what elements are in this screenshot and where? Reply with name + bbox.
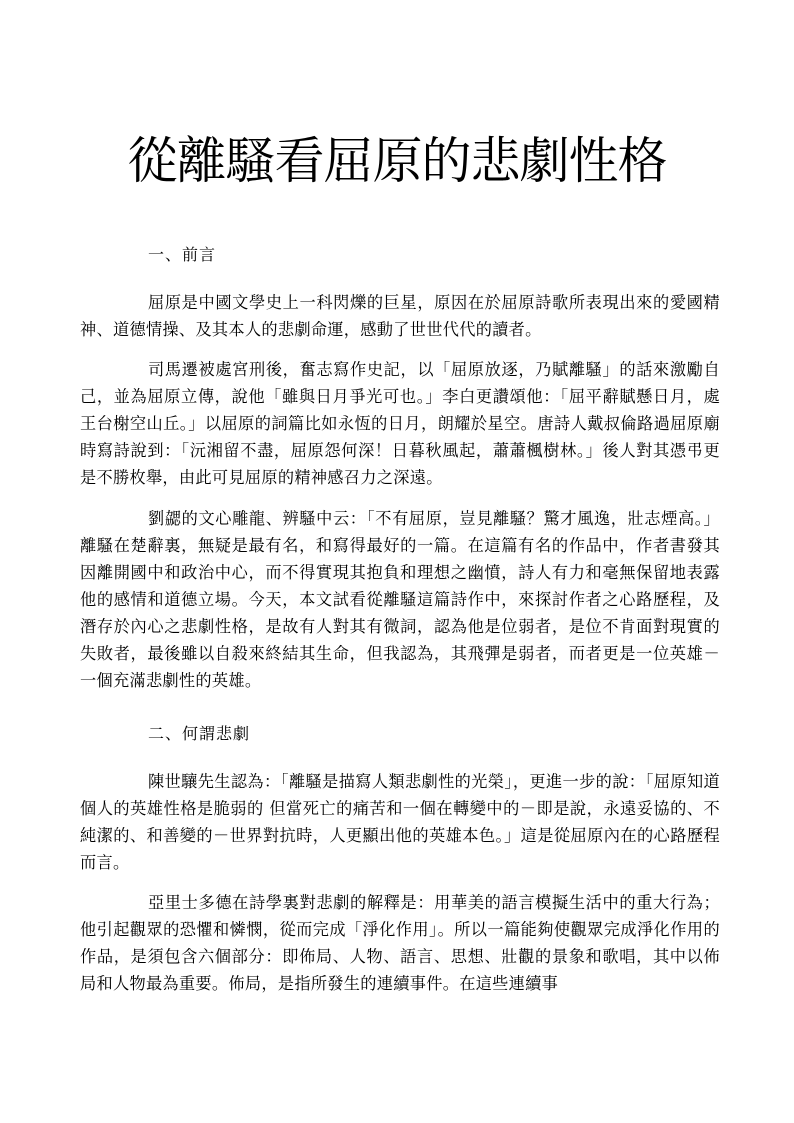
paragraph: 劉勰的文心雕龍、辨騷中云：「不有屈原，豈見離騷？驚才風逸，壯志煙高。」離騷在楚辭裏，無疑是最有名，和寫得最好的一篇。在這篇有名的作品中，作者書發其因離開國中和政治中心，而不得實現其抱負和理想之幽憤，詩人有力和毫無保留地表露他的感情和道德立場。今天，本文試看從離騷這篇詩作中，來探討作者之心路歷程，及潛存於內心之悲劇性格，是故有人對其有微詞，認為他是位弱者，是位不肯面對現實的失敗者，最後雖以自殺來終結其生命，但我認為，其飛彈是弱者，而者更是一位英雄－一個充滿悲劇性的英雄。 [80, 509, 720, 690]
document-title: 從離騷看屈原的悲劇性格 [127, 132, 667, 190]
paragraph: 陳世驤先生認為：「離騷是描寫人類悲劇性的光榮」，更進一步的說：「屈原知道個人的英雄性格是脆弱的 但當死亡的痛苦和一個在轉變中的－即是說，永遠妥協的、不純潔的、和善變的－世界對抗時，人更顯出他的英雄本色。」這是從屈原內在的心路歷程而言。 [80, 772, 720, 872]
paragraph: 屈原是中國文學史上一科閃爍的巨星，原因在於屈原詩歌所表現出來的愛國精神、道德情操、及其本人的悲劇命運，感動了世世代代的讀者。 [80, 293, 720, 339]
paragraph: 司馬遷被處宮刑後，奮志寫作史記，以「屈原放逐，乃賦離騷」的話來激勵自己，並為屈原立傳，說他「雖與日月爭光可也。」李白更讚頌他：「屈平辭賦懸日月，處王台榭空山丘。」以屈原的詞篇比如永恆的日月，朗耀於星空。唐詩人戴叔倫路過屈原廟時寫詩說到：「沅湘留不盡，屈原怨何深！日暮秋風起，蕭蕭楓樹林。」後人對其憑弔更是不勝枚舉，由此可見屈原的精神感召力之深遠。 [80, 360, 720, 487]
section-heading-preface: 一、前言 [148, 245, 217, 264]
paragraph: 亞里士多德在詩學裏對悲劇的解釋是：用華美的語言模擬生活中的重大行為；他引起觀眾的恐懼和憐憫，從而完成「淨化作用」。所以一篇能夠使觀眾完成淨化作用的作品，是須包含六個部分：即佈局、人物、語言、思想、壯觀的景象和歌唱，其中以佈局和人物最為重要。佈局，是指所發生的連續事件。在這些連續事 [80, 893, 720, 993]
section-heading-tragedy: 二、何謂悲劇 [148, 724, 251, 743]
